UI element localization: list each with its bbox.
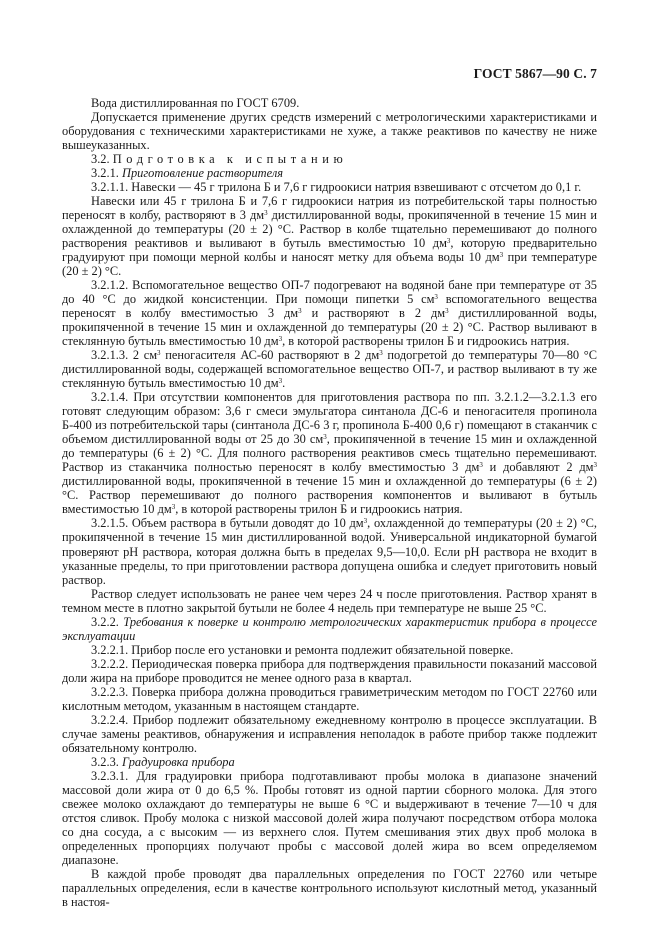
- section-title: Градуировка прибора: [122, 754, 235, 769]
- section-title: Подготовка к испытанию: [112, 152, 348, 167]
- paragraph-3-2-1-4: 3.2.1.4. При отсутствии компонентов для приготовления раствора по пп. 3.2.1.2—3.2.1.3 его готовят следующим образом: 3,6 г смеси эмульгатора синтанола ДС-6 и пеногасителя пропинола Б-400 из потребительской тары (синтанола ДС-6 3 г, пропинола Б-400 0,6 г) помещают в стаканчик с объемом дистиллированной воды от 25 до 30 $см^3$, прокипяченной в течение 15 мин и охлажденной до температуры (6 ± 2) °С. Для полного растворения реактивов смесь тщательно перемешивают. Раствор из стаканчика полностью переносят в колбу вместимостью 3 $дм^3$ и добавляют 2 $дм^3$ дистиллированной воды, прокипяченной в течение 15 мин и охлажденной до температуры (6 ± 2) °С. Раствор перемешивают до полного растворения компонентов и выливают в бутыль вместимостью 10 $дм^3$, в которой растворены трилон Б и гидроокись натрия.: [62, 390, 597, 517]
- paragraph-parallel-determinations: В каждой пробе проводят два параллельных определения по ГОСТ 22760 или четыре параллельных определения, если в качестве контрольного используют кислотный метод, указанный в настоя-: [62, 866, 597, 909]
- section-3-2-heading: [62, 152, 597, 166]
- paragraph-3-2-2-3: 3.2.2.3. Поверка прибора должна проводиться гравиметрическим методом по ГОСТ 22760 или кислотным методом, указанным в настоящем стандарте.: [62, 684, 597, 713]
- paragraph-3-2-3-1: 3.2.3.1. Для градуировки прибора подготавливают пробы молока в диапазоне значений массовой доли жира от 0 до 6,5 %. Пробы готовят из одной партии сборного молока. Для этого свежее молоко охлаждают до температуры не выше 6 °С и выдерживают в течение 7—10 ч для отстоя сливок. Пробу молока с низкой массовой долей жира получают посредством отбора молока со дна сосуда, а с высоким — из верхнего слоя. Путем смешивания этих двух проб молока в определенных пропорциях получают пробы с массовой долей жира во всем определяемом диапазоне.: [62, 768, 597, 867]
- paragraph-storage: Раствор следует использовать не ранее чем через 24 ч после приготовления. Раствор хранят в темном месте в плотно закрытой бутыли не более 4 недель при температуре не выше 25 °С.: [62, 586, 597, 615]
- paragraph-3-2-2-2: 3.2.2.2. Периодическая поверка прибора для подтверждения правильности показаний массовой доли жира на приборе проводится не менее одного раза в квартал.: [62, 656, 597, 685]
- paragraph-3-2-2-4: 3.2.2.4. Прибор подлежит обязательному ежедневному контролю в процессе эксплуатации. В случае замены реактивов, обнаружения и исправления неполадок в работе прибор также подлежит обязательному контролю.: [62, 712, 597, 755]
- paragraph-3-2-1-5: 3.2.1.5. Объем раствора в бутыли доводят до 10 $дм^3$, охлажденной до температуры (20 ± 2) °С, прокипяченной в течение 15 мин дистиллированной водой. Универсальной индикаторной бумагой проверяют рН раствора, которая должна быть в пределах 9,5—10,0. Если рН раствора не входит в указанные пределы, то при приготовлении раствора допущена ошибка и следует приготовить новый раствор.: [62, 516, 597, 587]
- paragraph-3-2-2-1: 3.2.2.1. Прибор после его установки и ремонта подлежит обязательной поверке.: [91, 642, 514, 657]
- paragraph-3-2-1-1: 3.2.1.1. Навески — 45 г трилона Б и 7,6 г гидроокиси натрия взвешивают с отсчетом до 0,1 г.: [91, 180, 582, 195]
- document-body: [62, 96, 597, 909]
- section-number: 3.2.3.: [91, 754, 119, 769]
- running-header: ГОСТ 5867—90 С. 7: [473, 66, 597, 81]
- section-title: Требования к поверке и контролю метрологических характеристик прибора в процессе эксплуатации: [62, 614, 597, 643]
- section-number: 3.2.2.: [91, 614, 119, 629]
- paragraph-3-2-1-3: 3.2.1.3. 2 $см^3$ пеногасителя АС-60 растворяют в 2 $дм^3$ подогретой до температуры 70—80 °С дистиллированной воды, содержащей вспомогательное вещество ОП-7, и раствор выливают в ту же стеклянную бутыль вместимостью 10 $дм^3$.: [62, 348, 597, 391]
- paragraph-weighings: Навески или 45 г трилона Б и 7,6 г гидроокиси натрия из потребительской тары полностью переносят в колбу, растворяют в 3 $дм^3$ дистиллированной воды, прокипяченной в течение 15 мин и охлажденной до температуры (20 ± 2) °С. Раствор в колбе тщательно перемешивают до полного растворения реактивов и выливают в бутыль вместимостью 10 $дм^3$, которую предварительно градуируют при помощи мерной колбы и наносят метку для объема воды 10 $дм^3$ при температуре (20 ± 2) °С.: [62, 194, 598, 279]
- section-number: 3.2.1.: [91, 166, 119, 181]
- section-number: 3.2.: [91, 152, 110, 167]
- section-3-2-2-heading: [62, 615, 597, 643]
- paragraph-equivalents: Допускается применение других средств измерений с метрологическими характеристиками и оборудования с техническими характеристиками не хуже, а также реактивов по качеству не ниже вышеуказанных.: [62, 110, 597, 153]
- section-3-2-1-heading: [62, 166, 597, 180]
- paragraph-distilled-water: Вода дистиллированная по ГОСТ 6709.: [91, 96, 300, 110]
- section-3-2-3-heading: [62, 755, 597, 769]
- paragraph-3-2-1-2: 3.2.1.2. Вспомогательное вещество ОП-7 подогревают на водяной бане при температуре от 35 до 40 °С до жидкой консистенции. При помощи пипетки 5 $см^3$ вспомогательного вещества переносят в колбу вместимостью 3 $дм^3$ и растворяют в 2 $дм^3$ дистиллированной воды, прокипяченной в течение 15 мин и охлажденной до температуры (20 ± 2) °С. Раствор выливают в стеклянную бутыль вместимостью 10 $дм^3$, в которой растворены трилон Б и гидроокись натрия.: [62, 278, 597, 349]
- section-title: Приготовление растворителя: [122, 166, 283, 181]
